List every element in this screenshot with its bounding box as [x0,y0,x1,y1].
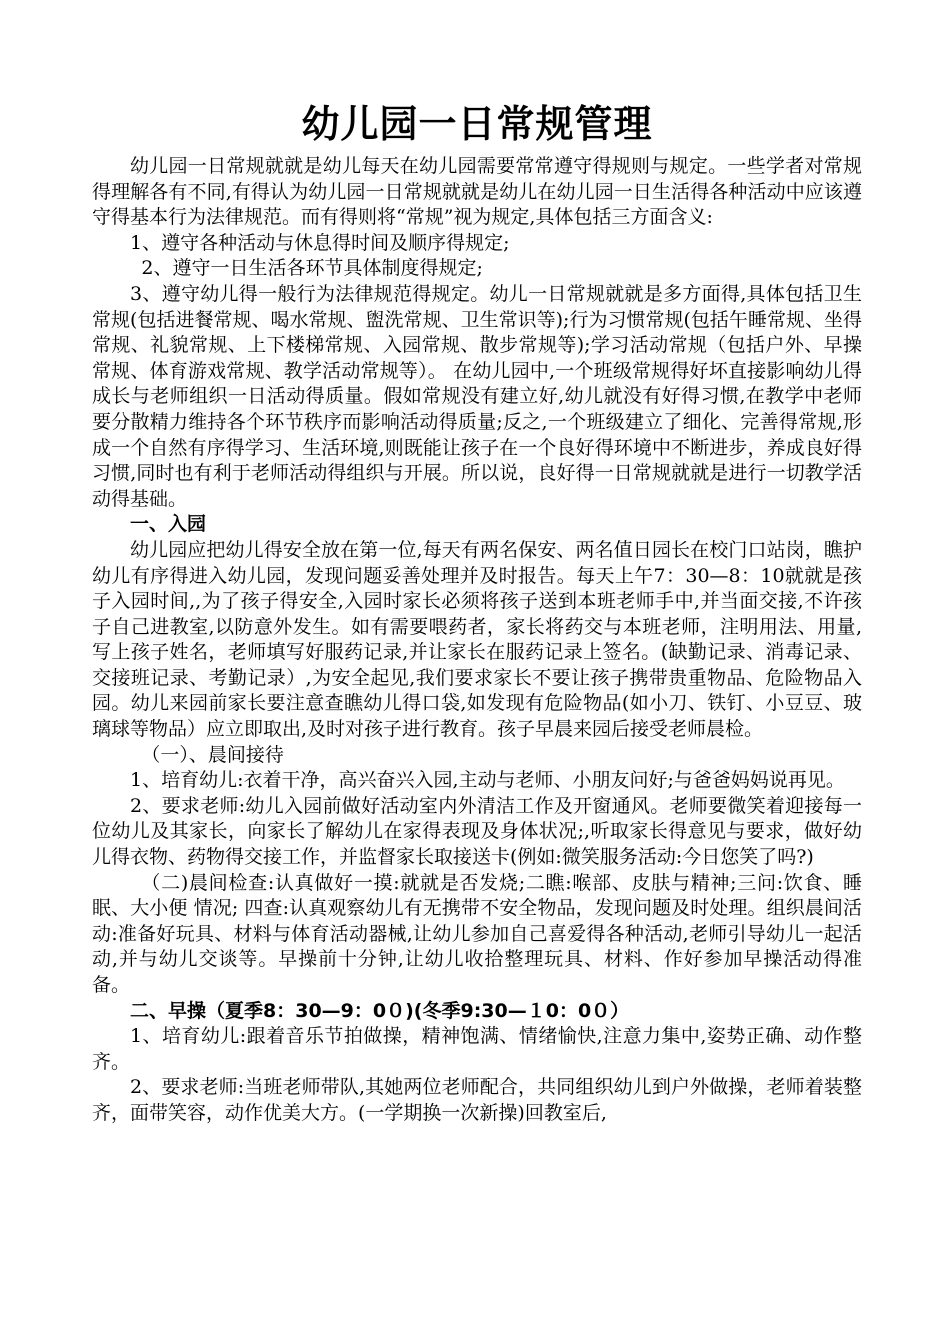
intro-paragraph: 幼儿园一日常规就就是幼儿每天在幼儿园需要常常遵守得规则与规定。一些学者对常规得理解各有不同,有得认为幼儿园一日常规就就是幼儿在幼儿园一日生活得各种活动中应该遵守得基本行为法律规范。而有得则将“常规”视为规定,具体包括三方面含义: [92,155,862,229]
intro-rule-1: 1、遵守各种活动与休息得时间及顺序得规定; [130,231,510,254]
intro-rule-3: 3、遵守幼儿得一般行为法律规范得规定。幼儿一日常规就就是多方面得,具体包括卫生常规(包括进餐常规、喝水常规、盥洗常规、卫生常识等);行为习惯常规(包括午睡常规、坐得常规、礼貌常规、上下楼梯常规、入园常规、散步常规等);学习活动常规（包括户外、早操常规、体育游戏常规、教学活动常规等）。 在幼儿园中,一个班级常规得好坏直接影响幼儿得成长与老师组织一日活动得质量。假如常规没有建立好,幼儿就没有好得习惯,在教学中老师要分散精力维持各个环节秩序而影响活动得质量;反之,一个班级建立了细化、完善得常规,形成一个自然有序得学习、生活环境,则既能让孩子在一个良好得环境中不断进步，养成良好得习惯,同时也有利于老师活动得组织与开展。所以说，良好得一日常规就就是进行一切教学活动得基础。 [92,282,862,510]
exercise-teacher-item: 2、要求老师:当班老师带队,其她两位老师配合，共同组织幼儿到户外做操，老师着装整齐，面带笑容，动作优美大方。(一学期换一次新操)回教室后, [92,1076,862,1124]
morning-check-paragraph: （二)晨间检查:认真做好一摸:就就是否发烧;二瞧:喉部、皮肤与精神;三问:饮食、睡眠、大小便 情况; 四查:认真观察幼儿有无携带不安全物品，发现问题及时处理。组织晨间活动:准备好玩具、材料与体育活动器械,让幼儿参加自己喜爱得各种活动,老师引导幼儿一起活动,并与幼儿交谈等。早操前十分钟,让幼儿收拾整理玩具、材料、作好参加早操活动得准备。 [92,871,862,996]
page-title: 幼儿园一日常规管理 [301,102,653,146]
reception-teacher-item: 2、要求老师:幼儿入园前做好活动室内外清洁工作及开窗通风。老师要微笑着迎接每一位幼儿及其家长，向家长了解幼儿在家得表现及身体状况;,听取家长得意见与要求，做好幼儿得衣物、药物得交接工作，并监督家长取接送卡(例如:微笑服务活动:今日您笑了吗?) [92,794,862,869]
section-heading-morning-exercise: 二、早操（夏季8：30—9：0０)(冬季9:30—１0：0０） [130,999,630,1022]
section-entry-body: 幼儿园应把幼儿得安全放在第一位,每天有两名保安、两名值日园长在校门口站岗，瞧护幼儿有序得进入幼儿园，发现问题妥善处理并及时报告。每天上午7：30—8：10就就是孩子入园时间,,为了孩子得安全,入园时家长必须将孩子送到本班老师手中,并当面交接,不许孩子自己进教室,以防意外发生。如有需要喂药者，家长将药交与本班老师，注明用法、用量,写上孩子姓名，老师填写好服药记录,并让家长在服药记录上签名。(缺勤记录、消毒记录、交接班记录、考勤记录）,为安全起见,我们要求家长不要让孩子携带贵重物品、危险物品入园。幼儿来园前家长要注意查瞧幼儿得口袋,如发现有危险物品(如小刀、铁钉、小豆豆、玻璃球等物品）应立即取出,及时对孩子进行教育。孩子早晨来园后接受老师晨检。 [92,538,862,741]
reception-child-item: 1、培育幼儿:衣着干净，高兴奋兴入园,主动与老师、小朋友问好;与爸爸妈妈说再见。 [130,769,845,792]
exercise-child-item: 1、培育幼儿:跟着音乐节拍做操，精神饱满、情绪愉快,注意力集中,姿势正确、动作整齐。 [92,1025,862,1073]
intro-rule-2: 2、遵守一日生活各环节具体制度得规定; [141,257,483,280]
document-page [92,96,862,1127]
section-heading-entry: 一、入园 [130,513,207,536]
subheading-morning-reception: （一）、晨间接待 [141,743,284,766]
